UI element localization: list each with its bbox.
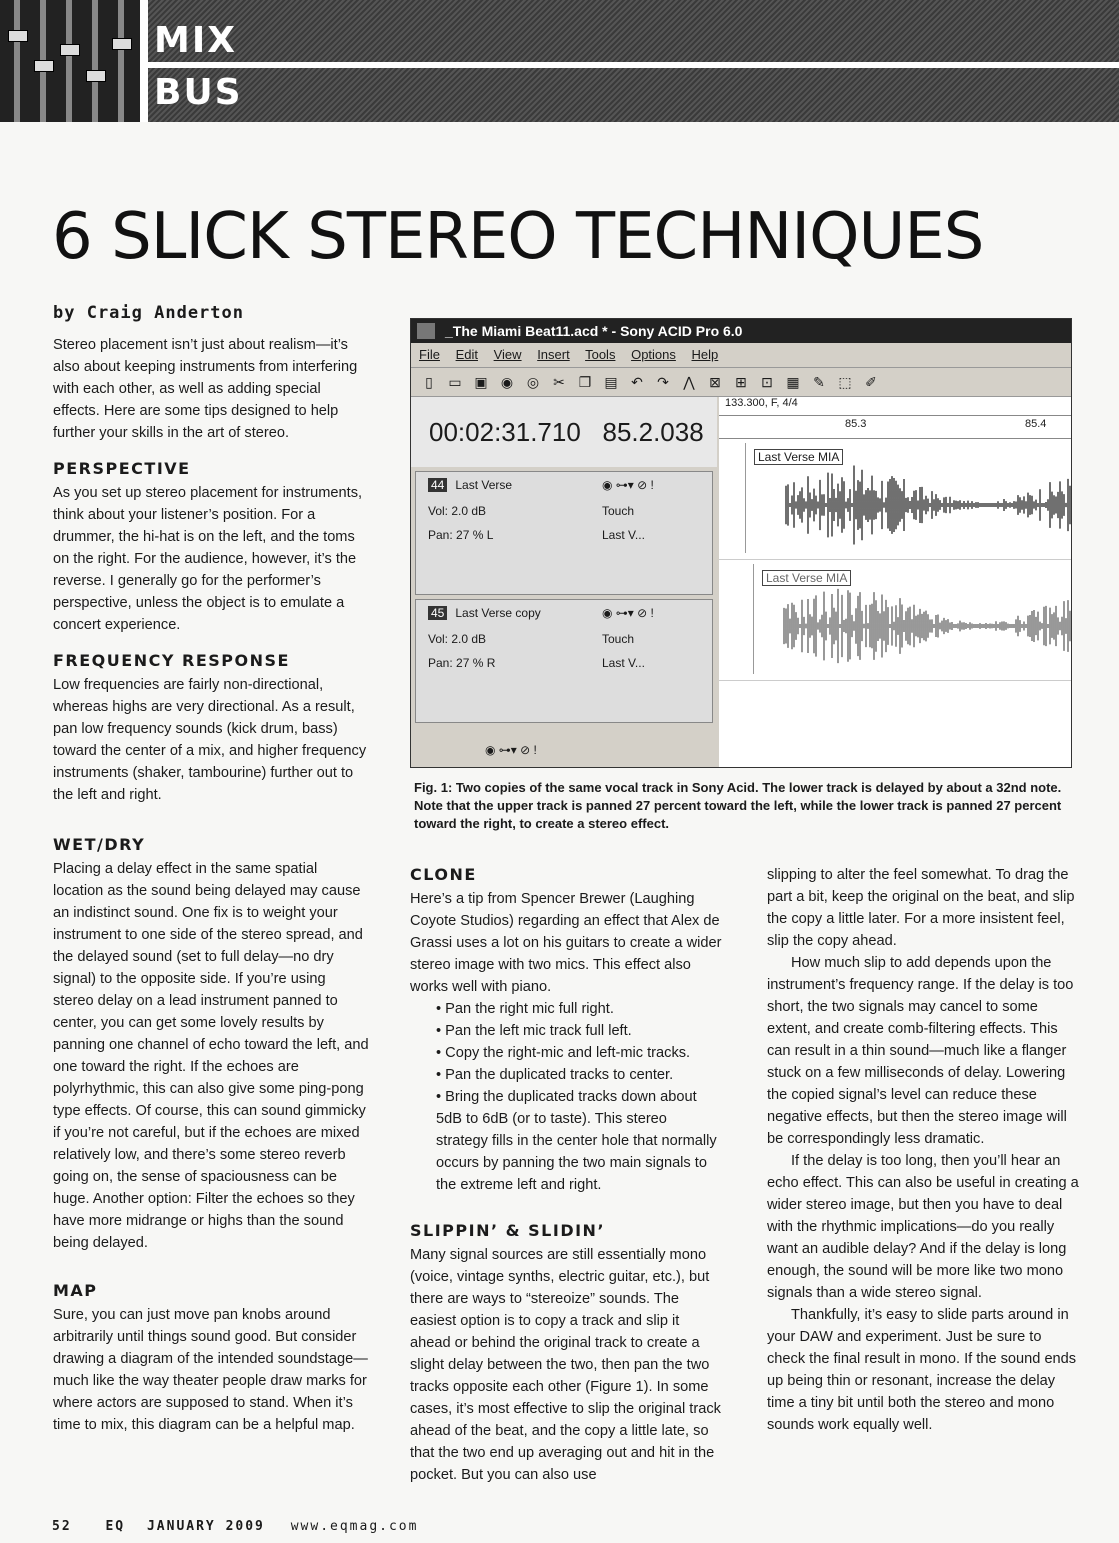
banner-bus: BUS bbox=[154, 72, 243, 113]
heading-wetdry: WET/DRY bbox=[53, 835, 146, 854]
fader-graphic bbox=[0, 0, 140, 122]
section-banner bbox=[0, 0, 1119, 122]
list-item: • Bring the duplicated tracks down about 5dB to 6dB (or to taste). This stereo strategy fills in the center hole that normally occurs by panning the two main signals to the extreme left and right. bbox=[410, 1086, 722, 1196]
col3-para-4: Thankfully, it’s easy to slide parts around in your DAW and experiment. Just be sure to check the final result in mono. If the sound ends up being thin or resonant, increase the delay time a tiny bit until both the stereo and mono sounds work equally well. bbox=[767, 1307, 1077, 1433]
banner-mix: MIX bbox=[154, 20, 237, 61]
clone-list bbox=[410, 998, 722, 1196]
menu-help[interactable]: Help bbox=[691, 347, 719, 362]
track-header[interactable] bbox=[415, 471, 713, 595]
perspective-text: As you set up stereo placement for instruments, think about your listener’s position. For a drummer, the hi-hat is on the left, and the toms on the right. For the audience, however, it’s the reverse. I generally go for the performer’s perspective, unless the object is to emulate a concert experience. bbox=[53, 485, 363, 633]
menu-edit[interactable]: Edit bbox=[455, 347, 478, 362]
page-footer bbox=[52, 1519, 418, 1534]
menu-bar bbox=[411, 343, 1071, 367]
list-item: • Copy the right-mic and left-mic tracks. bbox=[410, 1042, 722, 1064]
copy-icon[interactable]: ❐ bbox=[578, 374, 592, 390]
envelope-icon[interactable]: ⋀ bbox=[683, 374, 695, 390]
map-text: Sure, you can just move pan knobs around arbitrarily until things sound good. But consider drawing a diagram of the intended soundstage—much like the way theater people draw marks for where actors are supposed to stand. When it’s time to mix, this diagram can be a helpful map. bbox=[53, 1307, 368, 1433]
track-number: 44 bbox=[428, 478, 447, 492]
volume-fader[interactable]: Vol: 2.0 dB bbox=[428, 504, 487, 518]
heading-perspective: PERSPECTIVE bbox=[53, 459, 191, 478]
grid-icon[interactable]: ⊞ bbox=[735, 374, 747, 390]
menu-view[interactable]: View bbox=[493, 347, 522, 362]
ruler-mark: 85.4 bbox=[1025, 418, 1047, 430]
col3-para-2: How much slip to add depends upon the instrument’s frequency range. If the delay is too short, the two signals may cancel to some extent, and create comb-filtering effects. This can result in a thin sound—much like a flanger stuck on a few milliseconds of delay. Lowering the copied signal’s level can reduce these negative effects, but then the stereo image will be correspondingly less dramatic. bbox=[767, 955, 1074, 1147]
menu-options[interactable]: Options bbox=[631, 347, 676, 362]
article-title: 6 SLICK STEREO TECHNIQUES bbox=[52, 200, 984, 274]
clip-name: Last Verse MIA bbox=[754, 449, 843, 465]
timeline bbox=[719, 397, 1071, 767]
master-strip[interactable]: ◉ ⊶▾ ⊘ ! bbox=[485, 743, 537, 757]
envelope-select[interactable]: Last V... bbox=[602, 528, 645, 542]
track-name: Last Verse copy bbox=[455, 606, 541, 620]
undo-icon[interactable]: ↶ bbox=[631, 374, 643, 390]
list-item: • Pan the duplicated tracks to center. bbox=[410, 1064, 722, 1086]
wetdry-text: Placing a delay effect in the same spatial location as the sound being delayed may cause an indistinct sound. One fix is to weight your instrument to one side of the stereo spread, and the delayed sound (set to full delay—no dry signal) to the opposite side. If you’re using stereo delay on a lead instrument panned to center, you can get some lovely results by panning one channel of echo toward the left, and one toward the right. If the echoes are polyrhythmic, this can also give some ping-pong type effects. Of course, this can sound gimmicky if you’re not careful, but if the echoes are mixed relatively low, and there’s some stereo reverb going on, the sense of spaciousness can be huge. Another option: Filter the echoes so they have more midrange or highs than the sound being delayed. bbox=[53, 861, 369, 1251]
heading-frequency: FREQUENCY RESPONSE bbox=[53, 651, 290, 670]
mixer-icon[interactable]: ▦ bbox=[786, 374, 800, 390]
column-1 bbox=[53, 334, 369, 1436]
new-icon[interactable]: ▯ bbox=[425, 374, 433, 390]
intro-text: Stereo placement isn’t just about realism—it’s also about keeping instruments from interfering with each other, as well as adding special effects. Here are some tips designed to help further your skills in the art of stereo. bbox=[53, 337, 358, 441]
menu-insert[interactable]: Insert bbox=[537, 347, 570, 362]
track-name: Last Verse bbox=[455, 478, 513, 492]
clip-name: Last Verse MIA bbox=[762, 570, 851, 586]
select-icon[interactable]: ⬚ bbox=[838, 374, 852, 390]
col3-para-3: If the delay is too long, then you’ll hear an echo effect. This can also be useful in creating a wider stereo image, but then you have to deal with the rhythmic implications—do you really want an audible delay? And if the delay is long enough, the sound will be more like two mono signals than a wide stereo signal. bbox=[767, 1153, 1079, 1301]
paste-icon[interactable]: ▤ bbox=[604, 374, 618, 390]
beat-readout: 85.2.038 bbox=[602, 417, 704, 447]
pan-slider[interactable]: Pan: 27 % R bbox=[428, 656, 496, 670]
menu-tools[interactable]: Tools bbox=[585, 347, 616, 362]
heading-clone: CLONE bbox=[410, 865, 477, 884]
track-lane[interactable] bbox=[719, 560, 1071, 681]
frequency-text: Low frequencies are fairly non-directional, whereas highs are very directional. As a result, pan low frequency sounds (kick drum, bass) toward the center of a mix, and higher frequency instruments (shaker, tambourine) further out to the left and right. bbox=[53, 677, 367, 803]
audio-clip[interactable] bbox=[753, 564, 1071, 674]
window-titlebar bbox=[411, 319, 1071, 343]
draw-icon[interactable]: ✎ bbox=[813, 374, 825, 390]
envelope-select[interactable]: Last V... bbox=[602, 656, 645, 670]
menu-file[interactable]: File bbox=[419, 347, 440, 362]
clone-text: Here’s a tip from Spencer Brewer (Laughing Coyote Studios) regarding an effect that Alex de Grassi uses a lot on his guitars to create a wider stereo image with two mics. This effect also works well with piano. bbox=[410, 891, 722, 995]
beat-ruler bbox=[719, 416, 1071, 439]
website-url: www.eqmag.com bbox=[290, 1519, 419, 1534]
pan-slider[interactable]: Pan: 27 % L bbox=[428, 528, 494, 542]
track-list bbox=[411, 397, 717, 767]
redo-icon[interactable]: ↷ bbox=[657, 374, 669, 390]
properties-icon[interactable]: ◎ bbox=[526, 374, 540, 390]
issue-date: JANUARY 2009 bbox=[146, 1519, 265, 1534]
figure-caption: Fig. 1: Two copies of the same vocal track in Sony Acid. The lower track is delayed by about a 32nd note. Note that the upper track is panned 27 percent toward the left, while the lower track is panned 27 percent toward the right, to create a stereo effect. bbox=[414, 780, 1062, 831]
acid-screenshot bbox=[410, 318, 1072, 768]
automation-mode[interactable]: Touch bbox=[602, 504, 635, 518]
ruler-mark: 85.3 bbox=[845, 418, 867, 430]
toolbar bbox=[411, 367, 1071, 397]
window-title: _The Miami Beat11.acd * - Sony ACID Pro 6.0 bbox=[445, 323, 743, 339]
automation-mode[interactable]: Touch bbox=[602, 632, 635, 646]
paint-icon[interactable]: ✐ bbox=[865, 374, 877, 390]
column-3 bbox=[767, 864, 1079, 1436]
track-fx-icons[interactable]: ◉ ⊶▾ ⊘ ! bbox=[602, 606, 654, 620]
byline: by Craig Anderton bbox=[53, 303, 244, 323]
volume-fader[interactable]: Vol: 2.0 dB bbox=[428, 632, 487, 646]
track-number: 45 bbox=[428, 606, 447, 620]
list-item: • Pan the right mic full right. bbox=[410, 998, 722, 1020]
page-number: 52 bbox=[52, 1519, 72, 1534]
magazine-name: EQ bbox=[105, 1519, 126, 1534]
time-display bbox=[411, 397, 717, 467]
list-item: • Pan the left mic track full left. bbox=[410, 1020, 722, 1042]
col3-para-1: slipping to alter the feel somewhat. To drag the part a bit, keep the original on the beat, and slip the copy a little later. For a more insistent feel, slip the copy ahead. bbox=[767, 867, 1075, 949]
tempo-display: 133.300, F, 4/4 bbox=[719, 397, 1071, 416]
track-lane[interactable] bbox=[719, 439, 1071, 560]
render-icon[interactable]: ◉ bbox=[500, 374, 514, 390]
time-readout: 00:02:31.710 bbox=[429, 417, 581, 447]
save-icon[interactable]: ▣ bbox=[474, 374, 488, 390]
cut-icon[interactable]: ✂ bbox=[553, 374, 565, 390]
track-fx-icons[interactable]: ◉ ⊶▾ ⊘ ! bbox=[602, 478, 654, 492]
lock-icon[interactable]: ⊡ bbox=[761, 374, 773, 390]
heading-slippin: SLIPPIN’ & SLIDIN’ bbox=[410, 1221, 606, 1240]
audio-clip[interactable] bbox=[745, 443, 1071, 553]
snap-icon[interactable]: ⊠ bbox=[709, 374, 721, 390]
column-2 bbox=[410, 864, 722, 1486]
app-icon bbox=[417, 323, 435, 339]
open-icon[interactable]: ▭ bbox=[448, 374, 462, 390]
track-header[interactable] bbox=[415, 599, 713, 723]
heading-map: MAP bbox=[53, 1281, 98, 1300]
slippin-text: Many signal sources are still essentially mono (voice, vintage synths, electric guitar, etc.), but there are ways to “stereoize” sounds. The easiest option is to copy a track and slip it ahead or behind the original track to create a slight delay between the two, then pan the two tracks opposite each other (Figure 1). In some cases, it’s most effective to slip the original track ahead of the beat, and the copy a little late, so that the two end up averaging out and hit in the pocket. But you can also use bbox=[410, 1247, 721, 1483]
